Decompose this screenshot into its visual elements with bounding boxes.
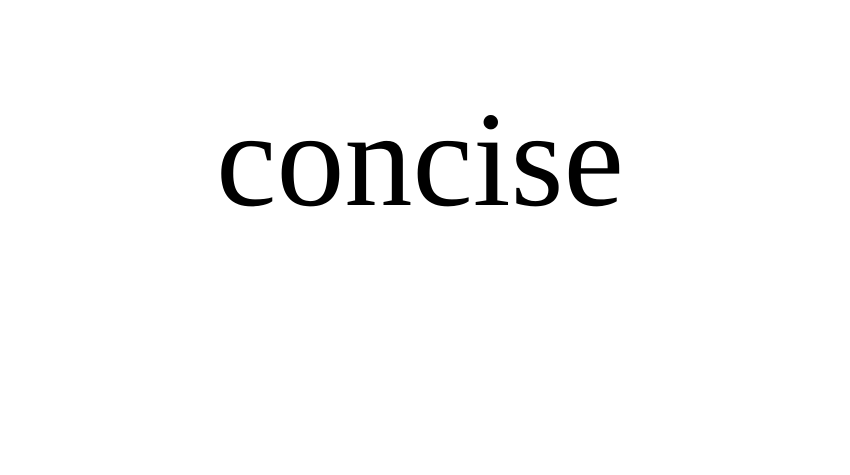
word-text: concise [216, 85, 624, 235]
